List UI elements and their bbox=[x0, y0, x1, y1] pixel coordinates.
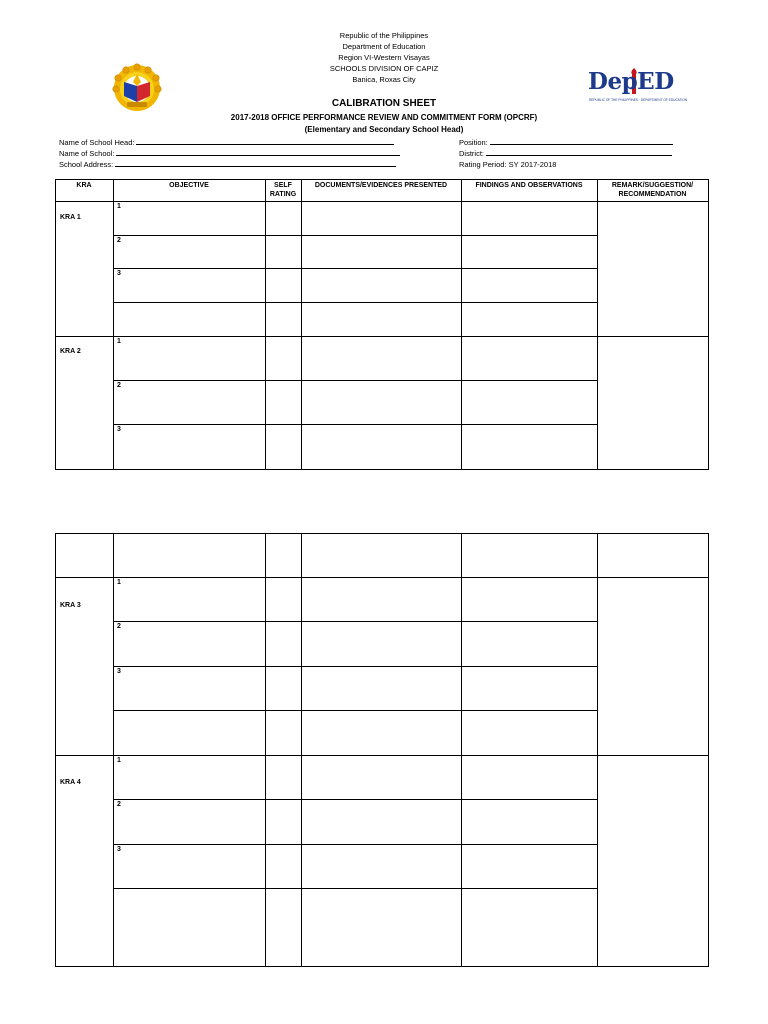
header-department: Department of Education bbox=[342, 42, 426, 51]
objective-number: 2 bbox=[117, 382, 121, 389]
deped-logo-text: DepED bbox=[588, 68, 674, 95]
col-header-remark: REMARK/SUGGESTION/ RECOMMENDATION bbox=[611, 182, 694, 198]
field-district bbox=[459, 148, 672, 159]
field-rating-period: Rating Period: SY 2017-2018 bbox=[459, 160, 557, 169]
objective-number: 3 bbox=[117, 846, 121, 853]
school-head-input[interactable] bbox=[136, 137, 394, 145]
kra-label: KRA 4 bbox=[60, 779, 81, 786]
field-label-school-head: Name of School Head: bbox=[59, 138, 135, 147]
field-label-district: District: bbox=[459, 149, 484, 158]
kra-label: KRA 2 bbox=[60, 348, 81, 355]
kra-label: KRA 1 bbox=[60, 214, 81, 221]
objective-number: 1 bbox=[117, 203, 121, 210]
deped-logo-tagline: REPUBLIC OF THE PHILIPPINES · DEPARTMENT OF EDUCATION bbox=[589, 98, 688, 102]
field-position bbox=[459, 137, 673, 148]
field-school-head bbox=[59, 137, 394, 148]
objective-number: 3 bbox=[117, 426, 121, 433]
objective-number: 2 bbox=[117, 801, 121, 808]
school-input[interactable] bbox=[116, 148, 400, 156]
header-region: Region VI-Western Visayas bbox=[338, 53, 430, 62]
objective-number: 3 bbox=[117, 668, 121, 675]
header-republic: Republic of the Philippines bbox=[339, 31, 429, 40]
field-label-school: Name of School: bbox=[59, 149, 115, 158]
field-label-address: School Address: bbox=[59, 160, 114, 169]
objective-number: 1 bbox=[117, 579, 121, 586]
field-address bbox=[59, 159, 396, 170]
district-input[interactable] bbox=[486, 148, 672, 156]
col-header-objective: OBJECTIVE bbox=[169, 182, 209, 189]
page-title: CALIBRATION SHEET bbox=[331, 98, 437, 109]
field-school bbox=[59, 148, 400, 159]
objective-number: 2 bbox=[117, 623, 121, 630]
objective-number: 2 bbox=[117, 237, 121, 244]
objective-number: 1 bbox=[117, 757, 121, 764]
position-input[interactable] bbox=[490, 137, 673, 145]
col-header-kra: KRA bbox=[76, 182, 92, 189]
objective-number: 1 bbox=[117, 338, 121, 345]
col-header-documents: DOCUMENTS/EVIDENCES PRESENTED bbox=[314, 182, 448, 189]
header-division: SCHOOLS DIVISION OF CAPIZ bbox=[329, 64, 439, 73]
form-subtitle: 2017-2018 OFFICE PERFORMANCE REVIEW AND COMMITMENT FORM (OPCRF) bbox=[230, 113, 538, 122]
col-header-self-rating: SELF RATING bbox=[269, 182, 297, 198]
deped-seal-logo bbox=[113, 64, 161, 112]
col-header-findings: FINDINGS AND OBSERVATIONS bbox=[475, 182, 583, 189]
objective-number: 3 bbox=[117, 270, 121, 277]
field-label-position: Position: bbox=[459, 138, 488, 147]
kra-label: KRA 3 bbox=[60, 602, 81, 609]
form-subtitle-2: (Elementary and Secondary School Head) bbox=[304, 125, 464, 134]
address-input[interactable] bbox=[115, 159, 396, 167]
header-city: Banica, Roxas City bbox=[352, 75, 416, 84]
